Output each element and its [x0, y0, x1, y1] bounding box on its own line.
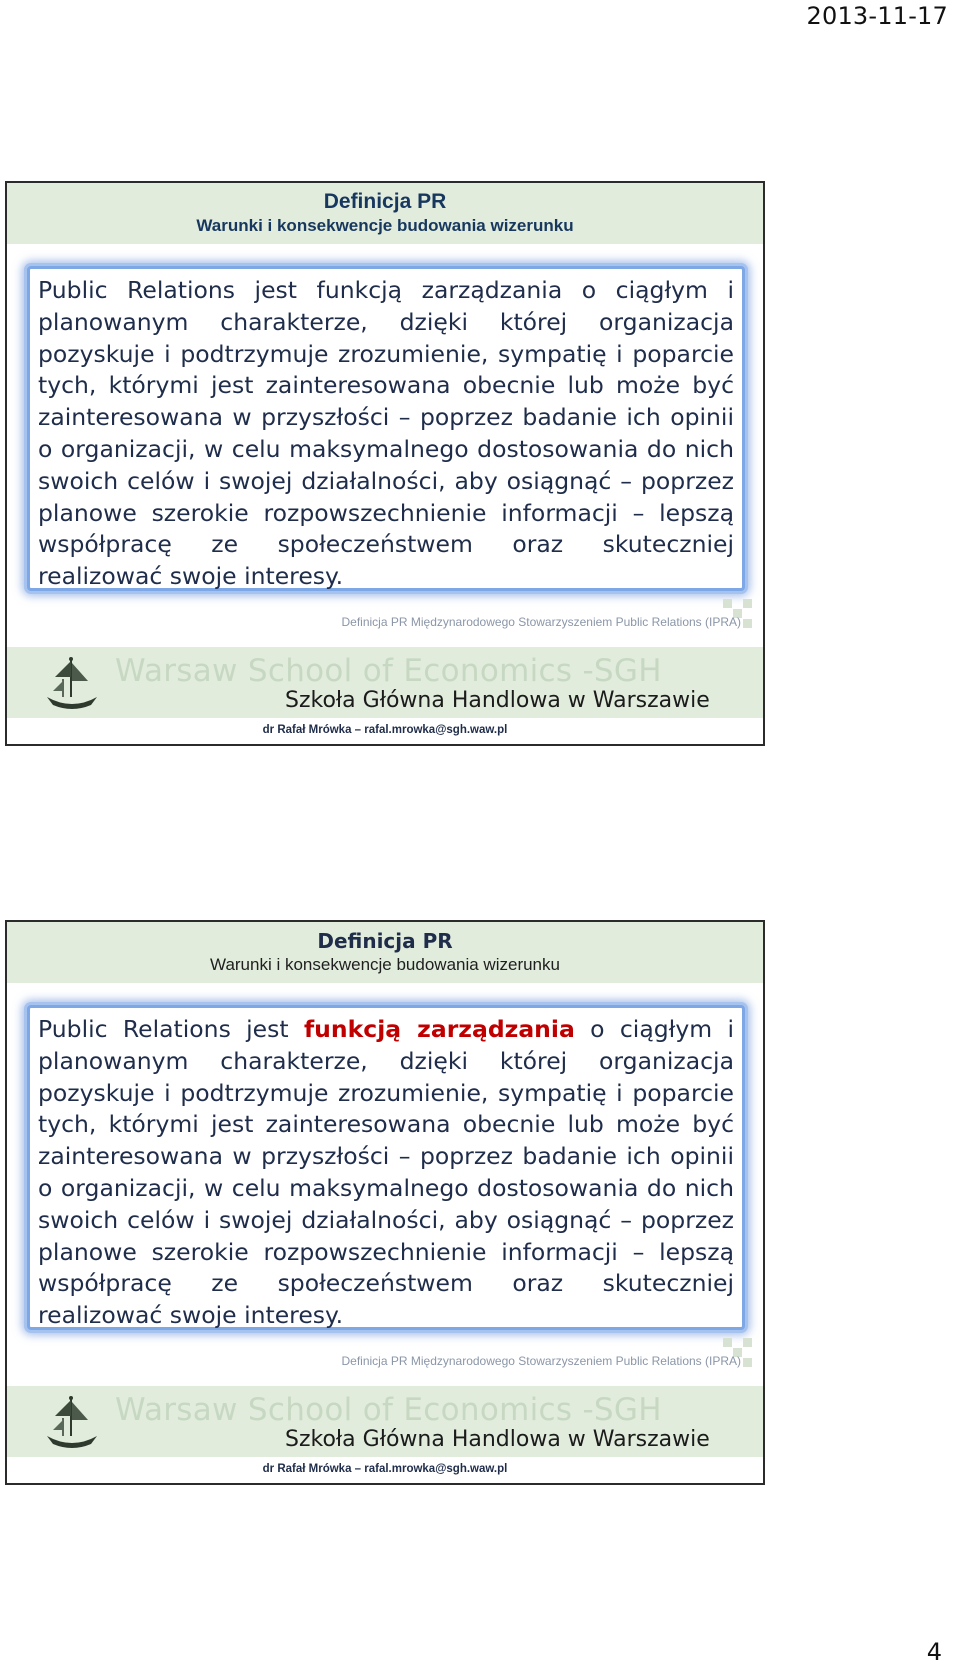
slide-2 — [5, 920, 765, 1485]
definition-text — [38, 1014, 734, 1332]
slide-header — [7, 922, 763, 983]
definition-box — [27, 266, 745, 591]
definition-highlight: funkcją zarządzania — [303, 1015, 575, 1043]
school-name-english: Warsaw School of Economics -SGH — [115, 1392, 662, 1428]
school-name-polish: Szkoła Główna Handlowa w Warszawie — [285, 1427, 710, 1452]
ship-logo-icon — [41, 1392, 103, 1454]
page-date: 2013-11-17 — [806, 2, 948, 30]
source-note: Definicja PR Międzynarodowego Stowarzyszeniem Public Relations (IPRA) — [341, 1354, 741, 1368]
slide-1 — [5, 181, 765, 746]
definition-text-start: Public Relations jest — [38, 1015, 304, 1043]
ship-logo-icon — [41, 653, 103, 715]
page-number: 4 — [926, 1638, 942, 1666]
definition-text: Public Relations jest funkcją zarządzania o ciągłym i planowanym charakterze, dzięki której organizacja pozyskuje i podtrzymuje zrozumienie, sympatię i poparcie tych, którymi jest zainteresowana obecnie lub może być zainteresowana w przyszłości – poprzez badanie ich opinii o organizacji, w celu maksymalnego dostosowania do nich swoich celów i swojej działalności, aby osiągnąć – poprzez planowe szerokie rozpowszechnienie informacji – lepszą współpracę ze społeczeństwem oraz skuteczniej realizować swoje interesy. — [38, 276, 734, 591]
school-name-polish: Szkoła Główna Handlowa w Warszawie — [285, 688, 710, 713]
author-contact: dr Rafał Mrówka – rafal.mrowka@sgh.waw.pl — [262, 724, 508, 736]
author-contact: dr Rafał Mrówka – rafal.mrowka@sgh.waw.pl — [262, 1463, 508, 1475]
slide-title: Definicja PR — [317, 929, 453, 953]
definition-text-rest: o ciągłym i planowanym charakterze, dzięki której organizacja pozyskuje i podtrzymuje zrozumienie, sympatię i poparcie tych, którymi jest zainteresowana obecnie lub może być zainteresowana w przyszłości – poprzez badanie ich opinii o organizacji, w celu maksymalnego dostosowania do nich swoich celów i swojej działalności, aby osiągnąć – poprzez planowe szerokie rozpowszechnienie informacji – lepszą współpracę ze społeczeństwem oraz skuteczniej realizować swoje interesy. — [38, 1015, 735, 1330]
slide-subtitle: Warunki i konsekwencje budowania wizerunku — [196, 216, 574, 235]
source-note: Definicja PR Międzynarodowego Stowarzyszeniem Public Relations (IPRA) — [341, 615, 741, 629]
definition-box — [27, 1005, 745, 1330]
slide-title: Definicja PR — [323, 190, 447, 213]
slide-subtitle: Warunki i konsekwencje budowania wizerunku — [210, 955, 560, 974]
slide-header — [7, 183, 763, 244]
school-name-english: Warsaw School of Economics -SGH — [115, 653, 662, 689]
